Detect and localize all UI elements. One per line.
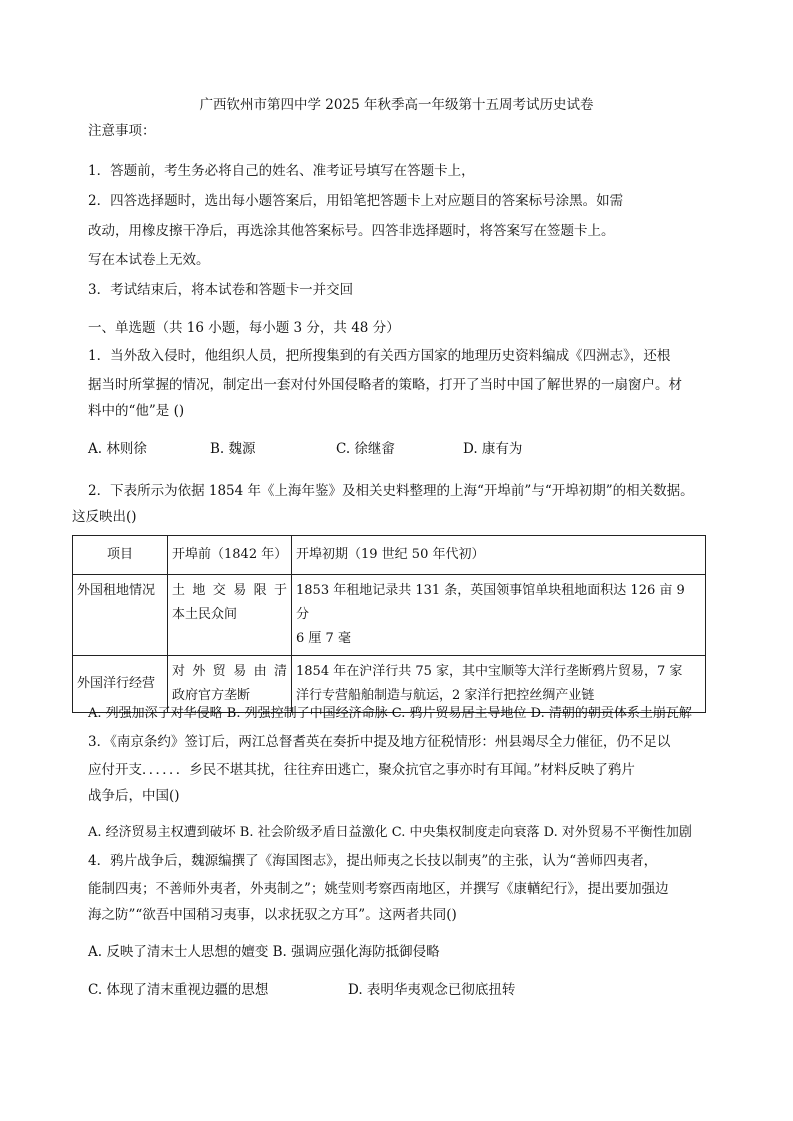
q3-options: A. 经济贸易主权遭到破坏 B. 社会阶级矛盾日益激化 C. 中央集权制度走向衰落 D. 对外贸易不平衡性加剧 bbox=[88, 825, 692, 840]
q1-line-2: 据当时所掌握的情况，制定出一套对付外国侵略者的策略，打开了当时中国了解世界的一扇窗户。材 bbox=[88, 377, 682, 393]
row2-before-line-1: 对外贸易由清 bbox=[172, 664, 287, 679]
row1-after-line-2: 6 厘 7 毫 bbox=[296, 631, 351, 646]
row2-after bbox=[292, 656, 706, 713]
table-header-row bbox=[73, 536, 706, 575]
q1-option-d: D. 康有为 bbox=[463, 441, 523, 457]
q4-line-3: 海之防”“欲吾中国稍习夷事，以求抚驭之方耳”。这两者共同() bbox=[88, 907, 457, 923]
notice-line-3: 改动，用橡皮擦干净后，再选涂其他答案标号。四答非选择题时，将答案写在签题卡上。 bbox=[88, 223, 615, 239]
row1-after-line-1: 1853 年租地记录共 131 条，英国领事馆单块租地面积达 126 亩 9 分 bbox=[296, 583, 685, 622]
table-row bbox=[73, 656, 706, 713]
row2-item: 外国洋行经营 bbox=[73, 656, 168, 713]
row2-after-line-1: 1854 年在沪洋行共 75 家，其中宝顺等大洋行垄断鸦片贸易，7 家 bbox=[296, 664, 683, 679]
header-before: 开埠前（1842 年） bbox=[168, 536, 292, 575]
q4-line-1: 4．鸦片战争后，魏源编撰了《海国图志》，提出师夷之长技以制夷”的主张，认为“善师四夷者， bbox=[88, 853, 658, 869]
q2-options: A. 列强加深了对华侵略 B. 列强控制了中国经济命脉 C. 鸦片贸易居主导地位 D. 清朝的朝贡体系土崩瓦解 bbox=[88, 706, 692, 721]
exam-title: 广西钦州市第四中学 2025 年秋季高一年级第十五周考试历史试卷 bbox=[199, 97, 594, 113]
notice-heading: 注意事项： bbox=[88, 123, 156, 139]
row1-after bbox=[292, 575, 706, 656]
q1-option-a: A. 林则徐 bbox=[88, 441, 147, 457]
row2-before-line-2: 政府官方垄断 bbox=[172, 688, 251, 703]
q1-option-b: B. 魏源 bbox=[210, 441, 256, 457]
q2-line-2: 这反映出() bbox=[72, 509, 137, 525]
q4-option-c: C. 体现了清末重视边疆的思想 bbox=[88, 982, 269, 998]
q1-line-3: 料中的“他”是 () bbox=[88, 403, 185, 419]
header-after: 开埠初期（19 世纪 50 年代初） bbox=[292, 536, 706, 575]
q4-option-d: D. 表明华夷观念已彻底扭转 bbox=[348, 982, 516, 998]
row1-before-line-1: 土地交易限于 bbox=[172, 583, 287, 598]
row2-after-line-2: 洋行专营船舶制造与航运，2 家洋行把控丝绸产业链 bbox=[296, 688, 595, 703]
notice-line-1: 1．答题前，考生务必将自己的姓名、准考证号填写在答题卡上， bbox=[88, 163, 475, 179]
notice-line-5: 3．考试结束后，将本试卷和答题卡一并交回 bbox=[88, 282, 354, 298]
notice-line-4: 写在本试卷上无效。 bbox=[88, 252, 210, 268]
section-heading: 一、单选题（共 16 小题，每小题 3 分，共 48 分） bbox=[88, 320, 400, 336]
q3-line-3: 战争后，中国() bbox=[88, 788, 180, 804]
table-row bbox=[73, 575, 706, 656]
q2-line-1: 2．下表所示为依据 1854 年《上海年鉴》及相关史料整理的上海“开埠前”与“开埠初期”的相关数据。 bbox=[88, 483, 694, 499]
q3-line-1: 3．《南京条约》签订后，两江总督耆英在奏折中提及地方征税情形：州县竭尽全力催征，仍不足以 bbox=[88, 734, 671, 750]
row1-item: 外国租地情况 bbox=[73, 575, 168, 656]
q4-option-ab: A. 反映了清末士人思想的嬗变 B. 强调应强化海防抵御侵略 bbox=[88, 944, 440, 960]
notice-line-2: 2．四答选择题时，选出每小题答案后，用铅笔把答题卡上对应题目的答案标号涂黑。如需 bbox=[88, 193, 624, 209]
row1-before bbox=[168, 575, 292, 656]
q1-option-c: C. 徐继畲 bbox=[336, 441, 395, 457]
row1-before-line-2: 本土民众间 bbox=[172, 607, 238, 622]
data-table bbox=[72, 535, 706, 713]
q4-line-2: 能制四夷；不善师外夷者，外夷制之”；姚莹则考察西南地区，并撰写《康輶纪行》，提出要加强边 bbox=[88, 881, 669, 897]
row2-before bbox=[168, 656, 292, 713]
header-item: 项目 bbox=[73, 536, 168, 575]
q3-line-2: 应付开支．．．．．．乡民不堪其扰，往往弃田逃亡，聚众抗官之事亦时有耳闻。”材料反映了鸦片 bbox=[88, 762, 635, 778]
q1-line-1: 1．当外敌入侵时，他组织人员，把所搜集到的有关西方国家的地理历史资料编成《四洲志》，还根 bbox=[88, 348, 671, 364]
